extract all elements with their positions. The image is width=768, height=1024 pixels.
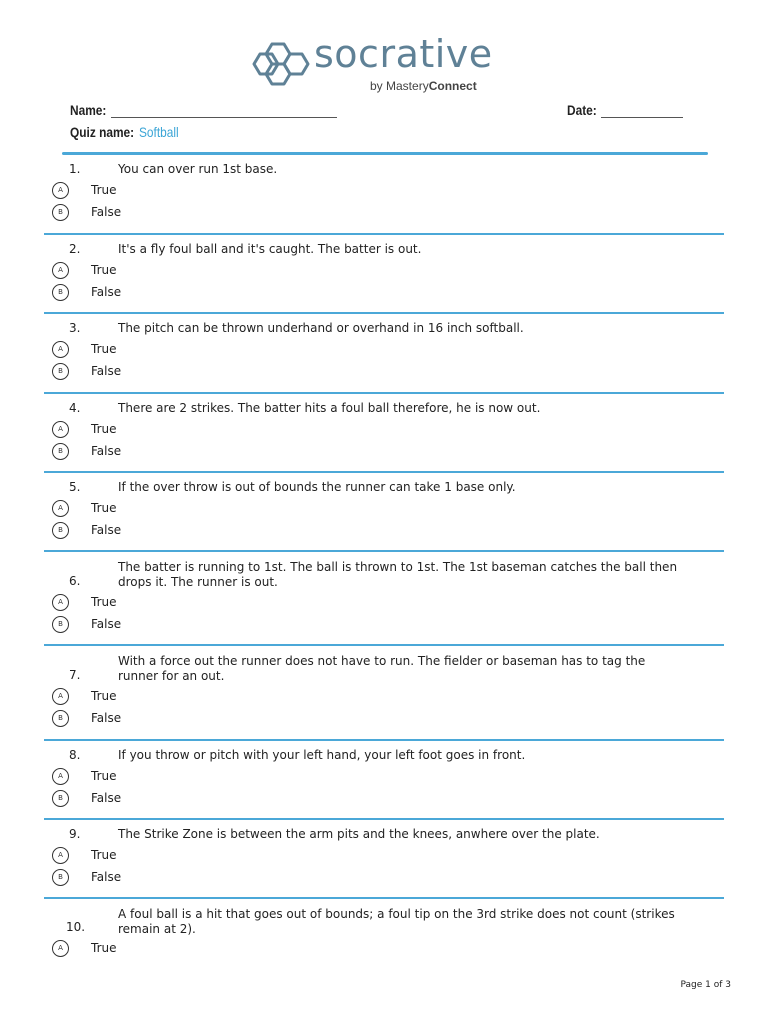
name-line[interactable] bbox=[111, 105, 337, 118]
question-number: 10. bbox=[66, 920, 86, 934]
question-divider bbox=[44, 897, 724, 899]
name-field bbox=[70, 102, 337, 118]
date-field bbox=[567, 102, 683, 118]
option-circle[interactable]: B bbox=[52, 204, 69, 221]
option-label: False bbox=[91, 285, 122, 299]
header-divider bbox=[62, 152, 708, 155]
option-label: True bbox=[91, 422, 117, 436]
brand-tagline: by MasteryConnect bbox=[370, 79, 477, 93]
question-text: With a force out the runner does not have to run. The fielder or baseman has to tag the runner for an out. bbox=[118, 654, 646, 683]
option-circle[interactable]: A bbox=[52, 688, 69, 705]
question-number: 3. bbox=[69, 321, 81, 335]
socrative-logo bbox=[252, 32, 522, 96]
question-number: 4. bbox=[69, 401, 81, 415]
option-circle[interactable]: B bbox=[52, 284, 69, 301]
question-number: 5. bbox=[69, 480, 81, 494]
question-number: 6. bbox=[69, 574, 81, 588]
option-circle[interactable]: A bbox=[52, 847, 69, 864]
option-label: False bbox=[91, 364, 122, 378]
option-label: False bbox=[91, 444, 122, 458]
brand-name: socrative bbox=[314, 32, 493, 76]
date-line[interactable] bbox=[601, 105, 683, 118]
question-divider bbox=[44, 392, 724, 394]
question-number: 7. bbox=[69, 668, 81, 682]
question-text: You can over run 1st base. bbox=[118, 162, 278, 176]
option-circle[interactable]: A bbox=[52, 341, 69, 358]
option-circle[interactable]: A bbox=[52, 421, 69, 438]
question-number: 1. bbox=[69, 162, 81, 176]
option-label: True bbox=[91, 183, 117, 197]
question-divider bbox=[44, 312, 724, 314]
option-label: True bbox=[91, 848, 117, 862]
option-circle[interactable]: A bbox=[52, 182, 69, 199]
question-text: It's a fly foul ball and it's caught. The batter is out. bbox=[118, 242, 422, 256]
option-label: False bbox=[91, 523, 122, 537]
quiz-name-label: Quiz name: bbox=[70, 124, 135, 140]
option-circle[interactable]: B bbox=[52, 869, 69, 886]
question-number: 2. bbox=[69, 242, 81, 256]
date-label: Date: bbox=[567, 102, 597, 118]
option-circle[interactable]: B bbox=[52, 710, 69, 727]
option-label: True bbox=[91, 769, 117, 783]
option-label: True bbox=[91, 595, 117, 609]
option-circle[interactable]: A bbox=[52, 500, 69, 517]
question-text: A foul ball is a hit that goes out of bounds; a foul tip on the 3rd strike does not count (strikes remain at 2). bbox=[118, 907, 675, 936]
option-label: True bbox=[91, 501, 117, 515]
question-text: If you throw or pitch with your left hand, your left foot goes in front. bbox=[118, 748, 526, 762]
option-label: False bbox=[91, 205, 122, 219]
question-divider bbox=[44, 471, 724, 473]
option-label: False bbox=[91, 870, 122, 884]
question-text: There are 2 strikes. The batter hits a foul ball therefore, he is now out. bbox=[118, 401, 541, 415]
question-text: The pitch can be thrown underhand or overhand in 16 inch softball. bbox=[118, 321, 524, 335]
option-label: True bbox=[91, 689, 117, 703]
option-circle[interactable]: A bbox=[52, 594, 69, 611]
option-circle[interactable]: A bbox=[52, 940, 69, 957]
option-circle[interactable]: A bbox=[52, 262, 69, 279]
option-label: True bbox=[91, 941, 117, 955]
question-divider bbox=[44, 818, 724, 820]
option-label: True bbox=[91, 342, 117, 356]
question-divider bbox=[44, 644, 724, 646]
option-label: False bbox=[91, 617, 122, 631]
name-label: Name: bbox=[70, 102, 107, 118]
option-label: True bbox=[91, 263, 117, 277]
question-number: 9. bbox=[69, 827, 81, 841]
question-divider bbox=[44, 550, 724, 552]
question-text: If the over throw is out of bounds the runner can take 1 base only. bbox=[118, 480, 516, 494]
option-circle[interactable]: B bbox=[52, 443, 69, 460]
option-circle[interactable]: B bbox=[52, 616, 69, 633]
option-circle[interactable]: B bbox=[52, 522, 69, 539]
question-text: The batter is running to 1st. The ball is thrown to 1st. The 1st baseman catches the ball then drops it. The runner is out. bbox=[118, 560, 678, 589]
quiz-name-value: Softball bbox=[139, 124, 180, 140]
question-number: 8. bbox=[69, 748, 81, 762]
hexagon-logo-icon bbox=[252, 40, 310, 92]
page-number: Page 1 of 3 bbox=[680, 980, 731, 990]
question-divider bbox=[44, 739, 724, 741]
option-circle[interactable]: B bbox=[52, 363, 69, 380]
option-label: False bbox=[91, 711, 122, 725]
question-divider bbox=[44, 233, 724, 235]
quiz-name-field bbox=[70, 124, 186, 140]
question-text: The Strike Zone is between the arm pits and the knees, anwhere over the plate. bbox=[118, 827, 600, 841]
option-label: False bbox=[91, 791, 122, 805]
option-circle[interactable]: B bbox=[52, 790, 69, 807]
option-circle[interactable]: A bbox=[52, 768, 69, 785]
